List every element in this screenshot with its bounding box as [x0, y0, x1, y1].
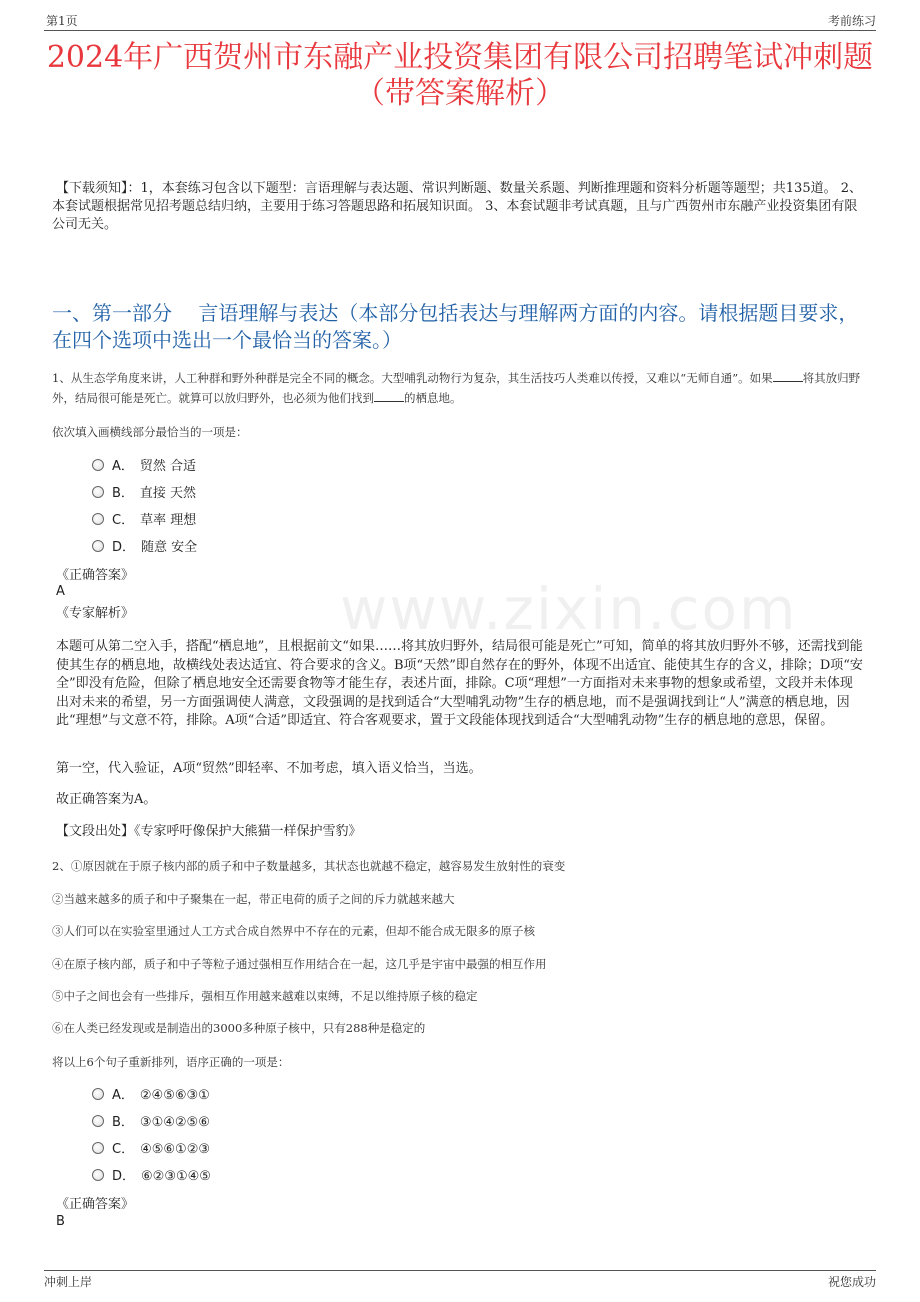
watermark: www.zixin.com	[340, 575, 798, 643]
sentence-item: ④在原子核内部，质子和中子等粒子通过强相互作用结合在一起，这几乎是宇宙中最强的相互作用	[52, 957, 547, 971]
footer-left: 冲刺上岸	[44, 1275, 93, 1289]
analysis-conclusion: 故正确答案为A。	[56, 792, 157, 807]
answer-value: A	[56, 584, 65, 599]
radio-icon[interactable]	[92, 513, 104, 525]
blank-2	[374, 391, 404, 402]
radio-icon[interactable]	[92, 1169, 104, 1181]
radio-icon[interactable]	[92, 1115, 104, 1127]
option-a[interactable]: A． ②④⑤⑥③①	[92, 1082, 211, 1109]
radio-icon[interactable]	[92, 1142, 104, 1154]
sentence-item: 2、①原因就在于原子核内部的质子和中子数量越多，其状态也就越不稳定，越容易发生放射性的衰变	[52, 859, 566, 873]
option-b[interactable]: B． ③①④②⑤⑥	[92, 1109, 211, 1136]
radio-icon[interactable]	[92, 1088, 104, 1100]
question-1-prompt: 依次填入画横线部分最恰当的一项是：	[52, 425, 248, 439]
section-heading: 一、第一部分 言语理解与表达（本部分包括表达与理解两方面的内容。请根据题目要求，在四个选项中选出一个最恰当的答案。）	[52, 301, 859, 352]
radio-icon[interactable]	[92, 459, 104, 471]
page-footer	[44, 1270, 876, 1291]
question-1-options	[92, 453, 197, 561]
question-2-prompt: 将以上6个句子重新排列，语序正确的一项是：	[52, 1055, 290, 1069]
analysis-label: 《专家解析》	[56, 606, 135, 621]
option-d[interactable]: D． ⑥②③①④⑤	[92, 1163, 211, 1190]
sentence-item: ②当越来越多的质子和中子聚集在一起，带正电荷的质子之间的斥力就越来越大	[52, 892, 455, 906]
answer-value: B	[56, 1214, 65, 1229]
radio-icon[interactable]	[92, 540, 104, 552]
page-header	[44, 12, 876, 31]
analysis-paragraph: 第一空，代入验证，A项“贸然”即轻率、不加考虑，填入语义恰当，当选。	[56, 761, 482, 776]
answer-label: 《正确答案》	[56, 1197, 135, 1212]
question-1-text: 1、从生态学角度来讲，人工种群和野外种群是完全不同的概念。大型哺乳动物行为复杂，其生活技巧人类难以传授，又难以“无师自通”。如果 将其放归野外，结局很可能是死亡。就算可以放归野外，也必须为他们找到 的栖息地。	[52, 371, 861, 405]
question-2-options	[92, 1082, 211, 1190]
page-number: 第1页	[46, 14, 78, 28]
analysis-paragraph: 本题可从第二空入手，搭配“栖息地”，且根据前文“如果……将其放归野外，结局很可能是死亡”可知，简单的将其放归野外不够，还需找到能使其生存的栖息地，故横线处表达适宜、符合要求的含义。B项“天然”即自然存在的野外，体现不出适宜、能使其生存的含义，排除；D项“安全”即没有危险，但除了栖息地安全还需要食物等才能生存，表述片面，排除。C项“理想”一方面指对未来事物的想象或希望，文段并未体现出对未来的希望，另一方面强调使人满意，文段强调的是找到适合“大型哺乳动物”生存的栖息地，而不是强调找到让“人”满意的栖息地，因此“理想”与文意不符，排除。A项“合适”即适宜、符合客观要求，置于文段能体现找到适合“大型哺乳动物”生存的栖息地的意思，保留。	[56, 639, 863, 728]
option-b[interactable]: B． 直接 天然	[92, 480, 197, 507]
download-notice: 【下载须知】：1，本套练习包含以下题型：言语理解与表达题、常识判断题、数量关系题、判断推理题和资料分析题等题型；共135道。 2、本套试题根据常见招考题总结归纳，主要用于练习答题思路和拓展知识面。 3、本套试题非考试真题，且与广西贺州市东融产业投资集团有限公司无关。	[52, 181, 862, 232]
blank-1	[773, 371, 803, 382]
answer-label: 《正确答案》	[56, 568, 135, 583]
option-d[interactable]: D． 随意 安全	[92, 534, 197, 561]
header-label: 考前练习	[827, 14, 876, 28]
sentence-item: ⑥在人类已经发现或是制造出的3000多种原子核中，只有288种是稳定的	[52, 1021, 426, 1035]
source-citation: 【文段出处】《专家呼吁像保护大熊猫一样保护雪豹》	[56, 824, 362, 839]
sentence-item: ⑤中子之间也会有一些排斥，强相互作用越来越难以束缚，不足以维持原子核的稳定	[52, 989, 478, 1003]
option-c[interactable]: C． ④⑤⑥①②③	[92, 1136, 211, 1163]
document-title: 2024年广西贺州市东融产业投资集团有限公司招聘笔试冲刺题（带答案解析）	[46, 40, 874, 111]
option-a[interactable]: A． 贸然 合适	[92, 453, 197, 480]
footer-right: 祝您成功	[827, 1275, 876, 1289]
sentence-item: ③人们可以在实验室里通过人工方式合成自然界中不存在的元素，但却不能合成无限多的原子核	[52, 924, 535, 938]
option-c[interactable]: C． 草率 理想	[92, 507, 197, 534]
radio-icon[interactable]	[92, 486, 104, 498]
